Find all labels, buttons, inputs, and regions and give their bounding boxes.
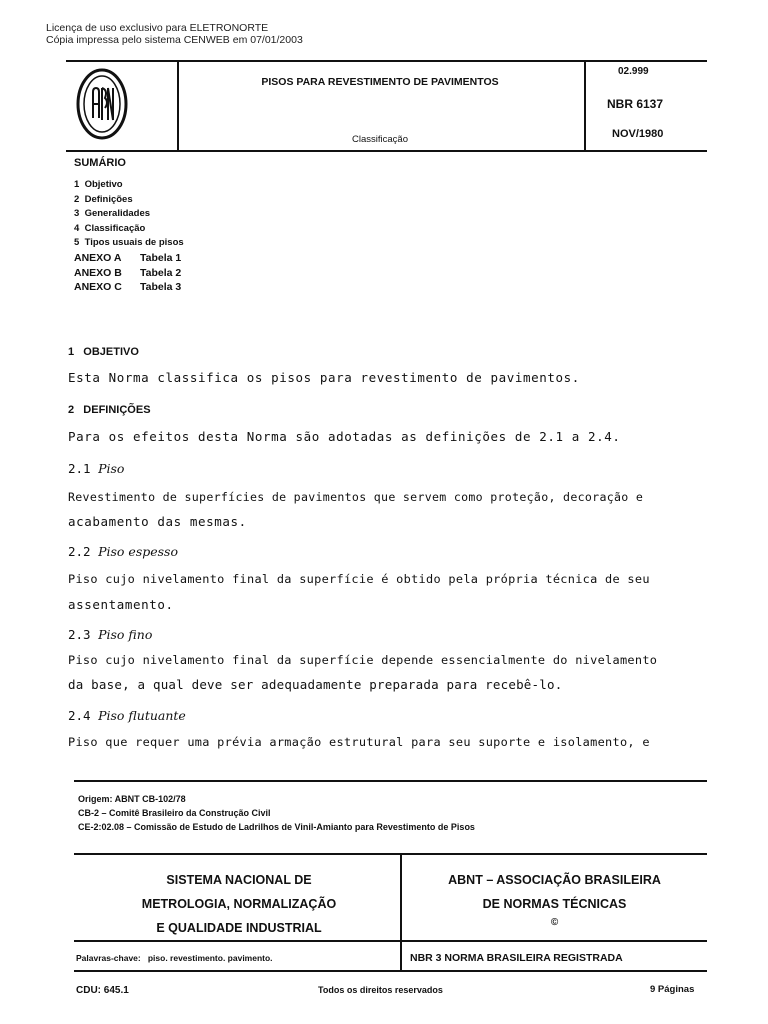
- document-subtitle: Classificação: [352, 134, 408, 145]
- definition-2-2-heading: 2.2 Piso espesso: [68, 544, 178, 559]
- summary-item: 4 Classificação: [74, 222, 146, 234]
- definition-2-3-text-1: Piso cujo nivelamento final da superfície depende essencialmente do nivelamento: [68, 653, 658, 667]
- definition-2-3-text-2: da base, a qual deve ser adequadamente preparada para recebê-lo.: [68, 677, 563, 692]
- definition-2-4-text-1: Piso que requer uma prévia armação estrutural para seu suporte e isolamento, e: [68, 735, 650, 749]
- registered-norm: NBR 3 NORMA BRASILEIRA REGISTRADA: [410, 952, 623, 964]
- study-commission-line: CE-2:02.08 – Comissão de Estudo de Ladrilhos de Vinil-Amianto para Revestimento de Pisos: [78, 822, 475, 832]
- definition-2-1-text-1: Revestimento de superfícies de pavimentos que servem como proteção, decoração e: [68, 490, 644, 504]
- definition-2-3-heading: 2.3 Piso fino: [68, 627, 153, 642]
- summary-list: [74, 178, 184, 295]
- section-2-text: Para os efeitos desta Norma são adotadas as definições de 2.1 a 2.4.: [68, 429, 621, 444]
- document-title: PISOS PARA REVESTIMENTO DE PAVIMENTOS: [261, 76, 499, 88]
- origin-top-rule: [74, 780, 707, 782]
- definition-2-2-text-1: Piso cujo nivelamento final da superfície é obtido pela própria técnica de seu: [68, 572, 650, 586]
- copyright-icon: ©: [550, 917, 559, 928]
- metrology-system-title: SISTEMA NACIONAL DE METROLOGIA, NORMALIZAÇÃO E QUALIDADE INDUSTRIAL: [141, 873, 337, 935]
- page-count: 9 Páginas: [650, 984, 695, 995]
- cdu-code: CDU: 645.1: [76, 985, 129, 996]
- committee-line: CB-2 – Comitê Brasileiro da Construção Civil: [78, 808, 271, 818]
- origin-line: Origem: ABNT CB-102/78: [78, 794, 186, 804]
- definition-2-2-text-2: assentamento.: [68, 597, 174, 612]
- annex-item: ANEXO A Tabela 1: [74, 251, 182, 264]
- section-1-heading: 1 OBJETIVO: [68, 346, 139, 358]
- annex-item: ANEXO C Tabela 3: [74, 281, 182, 294]
- summary-heading: SUMÁRIO: [74, 157, 126, 169]
- summary-item: 1 Objetivo: [74, 179, 123, 190]
- norm-number: NBR 6137: [607, 97, 664, 111]
- license-notice: [46, 22, 303, 46]
- section-2-heading: 2 DEFINIÇÕES: [68, 404, 151, 416]
- summary-item: 5 Tipos usuais de pisos: [74, 237, 184, 249]
- definition-2-1-text-2: acabamento das mesmas.: [68, 514, 247, 529]
- license-line-2: Cópia impressa pelo sistema CENWEB em 07/01/2003: [46, 34, 303, 46]
- definition-2-1-heading: 2.1 Piso: [68, 461, 125, 476]
- norm-date: NOV/1980: [612, 128, 664, 140]
- keywords-value: piso. revestimento. pavimento.: [147, 953, 273, 963]
- abnt-association-title: ABNT – ASSOCIAÇÃO BRASILEIRA DE NORMAS TÉCNICAS ©: [402, 868, 707, 930]
- rights-reserved: Todos os direitos reservados: [318, 985, 443, 995]
- abnt-logo: [76, 68, 128, 140]
- keywords-label: Palavras-chave:: [76, 953, 141, 963]
- summary-item: 2 Definições: [74, 193, 133, 205]
- annex-item: ANEXO B Tabela 2: [74, 266, 182, 279]
- license-line-1: Licença de uso exclusivo para ELETRONORTE: [46, 22, 269, 34]
- origin-block: [78, 792, 475, 834]
- keywords: [76, 953, 273, 963]
- section-1-text: Esta Norma classifica os pisos para revestimento de pavimentos.: [68, 370, 580, 385]
- definition-2-4-heading: 2.4 Piso flutuante: [68, 708, 186, 723]
- norm-code: 02.999: [618, 66, 649, 77]
- summary-item: 3 Generalidades: [74, 208, 151, 220]
